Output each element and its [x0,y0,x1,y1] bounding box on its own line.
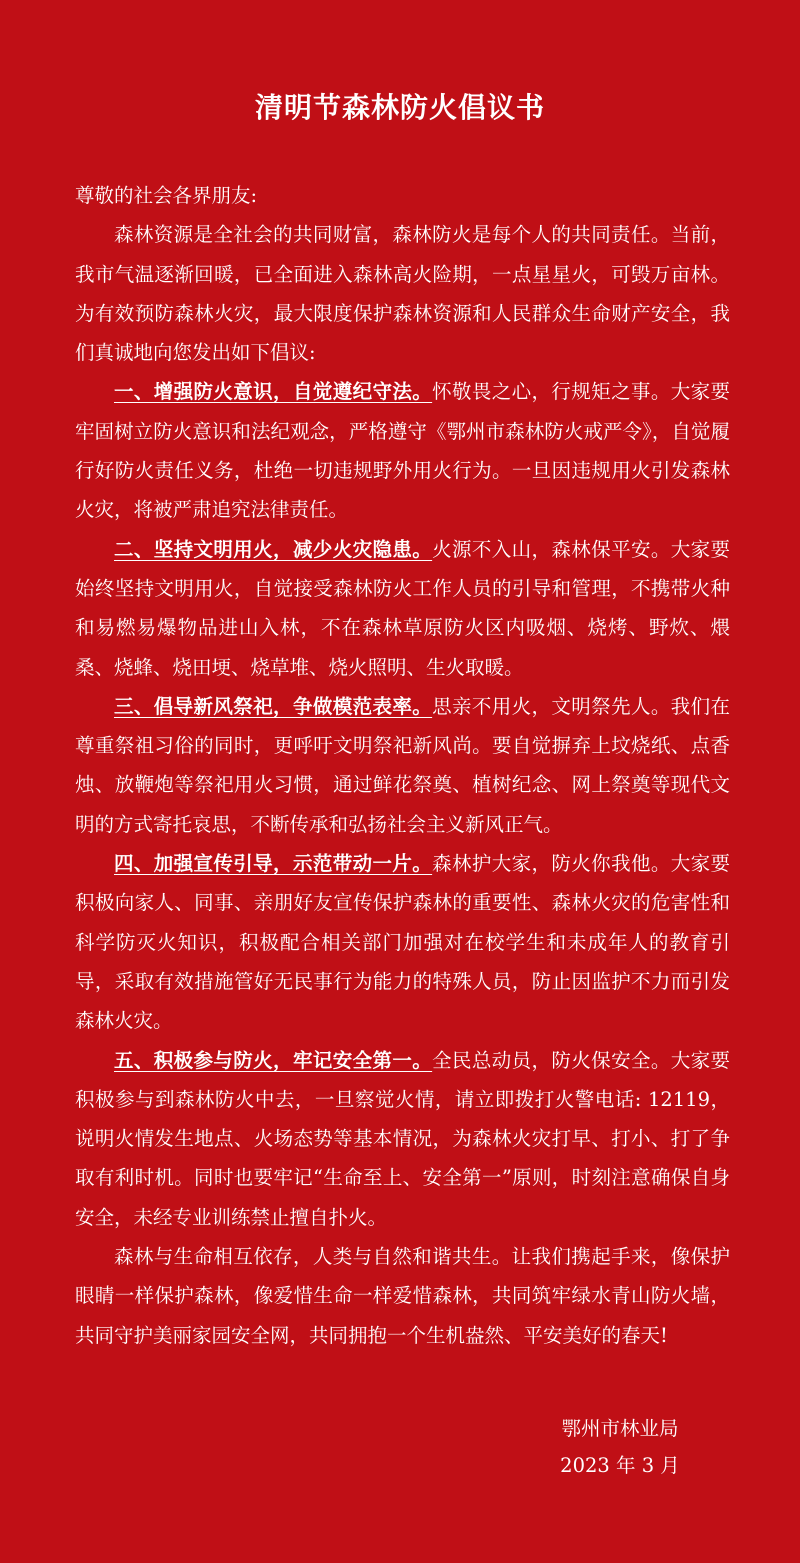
section-heading-2: 二、坚持文明用火，减少火灾隐患。 [114,537,433,561]
section-text-3: 思亲不用火，文明祭先人。我们在尊重祭祖习俗的同时，更呼吁文明祭祀新风尚。要自觉摒弃上坟烧纸、点香烛、放鞭炮等祭祀用火习惯，通过鲜花祭奠、植树纪念、网上祭奠等现代文明的方式寄托哀思，不断传承和弘扬社会主义新风正气。 [75,694,730,836]
document-title: 清明节森林防火倡议书 [254,91,545,124]
section-paragraph-1 [75,372,730,529]
section-paragraph-2 [75,530,730,687]
section-paragraph-4 [75,844,730,1040]
section-heading-5: 五、积极参与防火，牢记安全第一。 [114,1048,433,1072]
closing-paragraph: 森林与生命相互依存，人类与自然和谐共生。让我们携起手来，像保护眼睛一样保护森林，像爱惜生命一样爱惜森林，共同筑牢绿水青山防火墙，共同守护美丽家园安全网，共同拥抱一个生机盎然、平安美好的春天! [75,1245,730,1347]
section-text-2: 火源不入山，森林保平安。大家要始终坚持文明用火，自觉接受森林防火工作人员的引导和管理，不携带火种和易燃易爆物品进山入林，不在森林草原防火区内吸烟、烧烤、野炊、煨桑、烧蜂、烧田埂、烧草堆、烧火照明、生火取暖。 [75,537,730,679]
signature-date: 2023 年 3 月 [560,1454,680,1477]
signature-block [540,1410,700,1484]
section-heading-4: 四、加强宣传引导，示范带动一片。 [114,852,433,876]
section-text-5: 全民总动员，防火保安全。大家要积极参与到森林防火中去，一旦察觉火情，请立即拨打火警电话: 12119，说明火情发生地点、火场态势等基本情况，为森林火灾打早、打小、打了争取有利时机。同时也要牢记“生命至上、安全第一”原则，时刻注意确保自身安全，未经专业训练禁止擅自扑火。 [75,1048,730,1229]
section-paragraph-3 [75,687,730,844]
section-text-4: 森林护大家，防火你我他。大家要积极向家人、同事、亲朋好友宣传保护森林的重要性、森林火灾的危害性和科学防灭火知识，积极配合相关部门加强对在校学生和未成年人的教育引导，采取有效措施管好无民事行为能力的特殊人员，防止因监护不力而引发森林火灾。 [75,852,730,1033]
section-heading-3: 三、倡导新风祭祀，争做模范表率。 [114,694,433,718]
section-heading-1: 一、增强防火意识，自觉遵纪守法。 [114,380,433,404]
signature-organization: 鄂州市林业局 [561,1417,679,1440]
greeting: 尊敬的社会各界朋友: [75,184,258,207]
section-text-1: 怀敬畏之心，行规矩之事。大家要牢固树立防火意识和法纪观念，严格遵守《鄂州市森林防火戒严令》，自觉履行好防火责任义务，杜绝一切违规野外用火行为。一旦因违规用火引发森林火灾，将被严肃追究法律责任。 [75,380,730,522]
document-body [75,176,730,1355]
section-paragraph-5 [75,1041,730,1237]
intro-paragraph: 森林资源是全社会的共同财富，森林防火是每个人的共同责任。当前，我市气温逐渐回暖，已全面进入森林高火险期，一点星星火，可毁万亩林。为有效预防森林火灾，最大限度保护森林资源和人民群众生命财产安全，我们真诚地向您发出如下倡议: [75,223,730,365]
